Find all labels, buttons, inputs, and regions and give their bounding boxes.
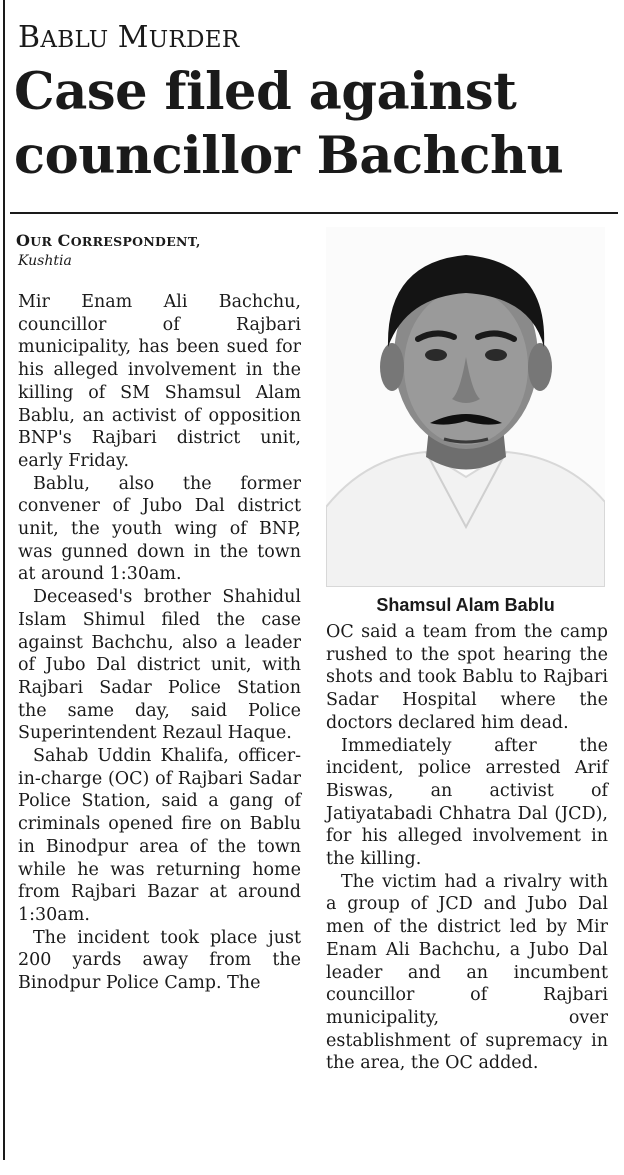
dateline: Kushtia xyxy=(18,253,72,269)
kicker xyxy=(18,19,239,59)
paragraph-2: Bablu, also the former convener of Jubo Dal district unit, the youth wing of BNP, was gunned down in the town at around 1:30am. xyxy=(18,473,301,585)
paragraph-3: Deceased's brother Shahidul Islam Shimul filed the case against Bachchu, also a leader of Jubo Dal district unit, with Rajbari Sadar Police Station the same day, said Police Superintendent Rezaul Haque. xyxy=(18,587,301,744)
left-column-rule xyxy=(3,0,5,1160)
photo-caption: Shamsul Alam Bablu xyxy=(376,595,555,615)
portrait-photo-icon xyxy=(326,227,605,587)
portrait-photo xyxy=(326,227,605,587)
kicker-word1-initial: B xyxy=(18,20,41,55)
article-column-right xyxy=(326,621,608,1161)
paragraph-5: The incident took place just 200 yards away from the Binodpur Police Camp. The xyxy=(18,927,301,994)
byline xyxy=(16,231,201,251)
paragraph-4: Sahab Uddin Khalifa, officer-in-charge (OC) of Rajbari Sadar Police Station, said a gang of criminals opened fire on Bablu in Binodpur area of the town while he was returning home from Rajbari Bazar at around 1:30am. xyxy=(18,746,301,925)
kicker-word2-initial: M xyxy=(117,20,149,55)
paragraph-1: Mir Enam Ali Bachchu, councillor of Rajbari municipality, has been sued for his alleged involvement in the killing of SM Shamsul Alam Bablu, an activist of opposition BNP's Rajbari district unit, early Friday. xyxy=(18,292,301,471)
paragraph-6: OC said a team from the camp rushed to the spot hearing the shots and took Bablu to Rajbari Sadar Hospital where the doctors declared him dead. xyxy=(326,622,608,733)
headline-line-2: councillor Bachchu xyxy=(14,126,564,186)
headline-rule xyxy=(10,212,618,214)
headline-line-1: Case filed against xyxy=(14,62,517,122)
byline-word2-rest: ORRESPONDENT, xyxy=(70,234,201,249)
kicker-word2-rest: URDER xyxy=(148,27,240,53)
article-column-left xyxy=(18,291,301,1171)
headline xyxy=(14,60,614,188)
paragraph-8: The victim had a rivalry with a group of JCD and Jubo Dal men of the district led by Mir Enam Ali Bachchu, a Jubo Dal leader and an incumbent councillor of Rajbari municipality, over establishment of supremacy in the area, the OC added. xyxy=(326,871,608,1074)
byline-word1-initial: O xyxy=(16,231,31,250)
byline-word2-initial: C xyxy=(57,231,71,250)
kicker-word1-rest: ABLU xyxy=(40,27,109,53)
paragraph-7: Immediately after the incident, police arrested Arif Biswas, an activist of Jatiyatabadi Chhatra Dal (JCD), for his alleged involvement in the killing. xyxy=(326,735,608,870)
byline-word1-rest: UR xyxy=(30,234,53,249)
